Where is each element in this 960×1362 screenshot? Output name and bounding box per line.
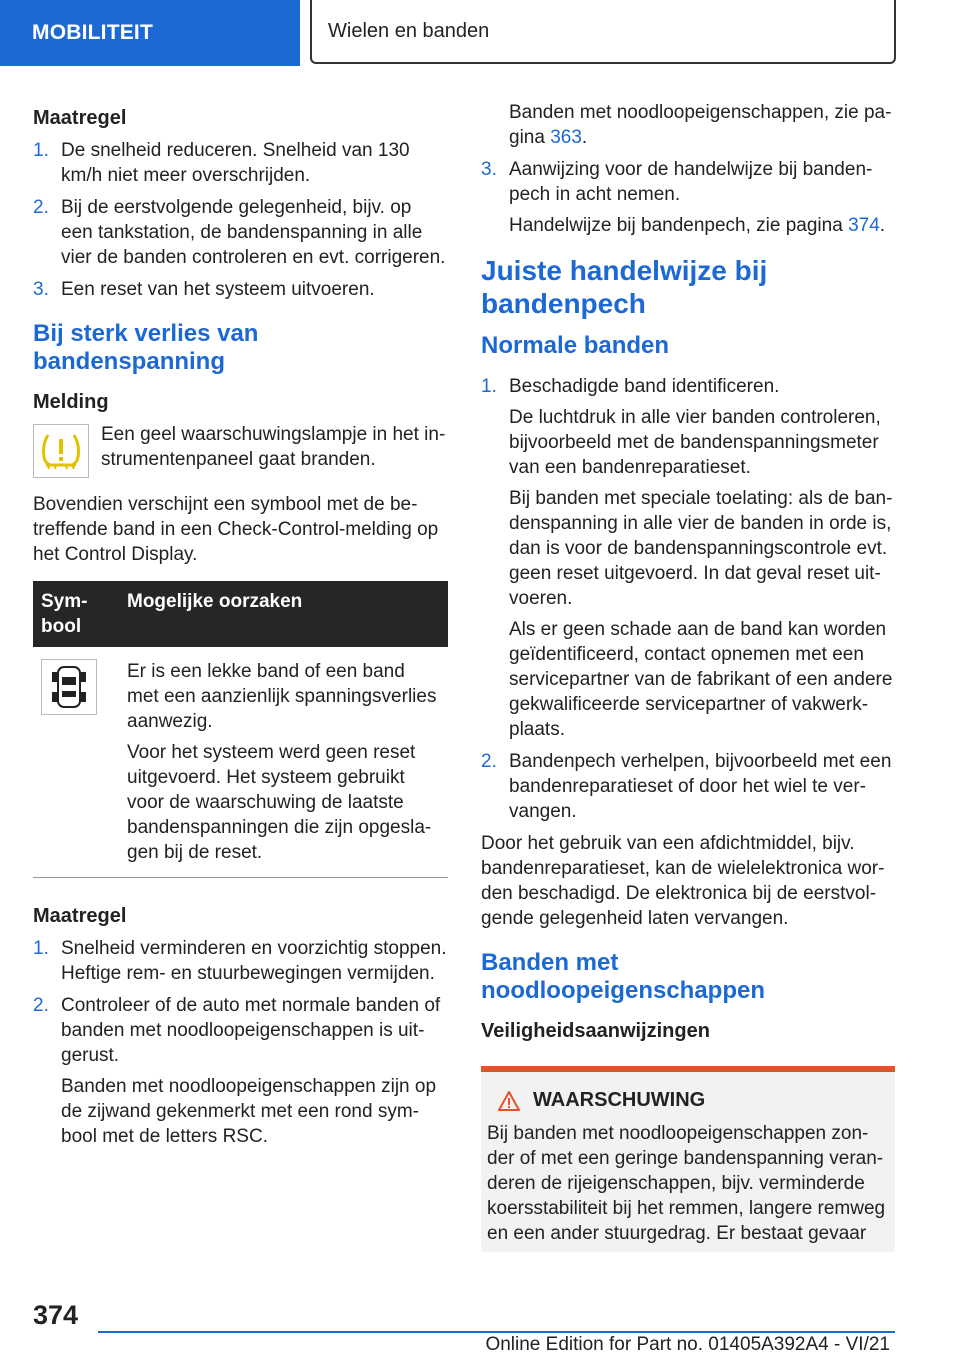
warning-box bbox=[481, 1066, 895, 1252]
list-paragraph: Bij banden met speciale toelating: als de bandenspanning in alle vier de banden in orde is, dan is voor de bandenspanningscontrole evt. geen reset uitgevoerd. In dat geval reset uitvoeren. bbox=[509, 488, 893, 609]
table-header-causes: Mogelijke oorzaken bbox=[119, 581, 448, 647]
chapter-tab: MOBILITEIT bbox=[0, 0, 300, 66]
list-text: Aanwijzing voor de handelwijze bij bandenpech in acht nemen. bbox=[509, 159, 873, 205]
list-item bbox=[33, 277, 448, 302]
sealant-paragraph: Door het gebruik van een afdichtmiddel, bijv. bandenreparatieset, kan de wielelektronica worden beschadigd. De elektronica bij de eerstvolgende gelegenheid laten vervangen. bbox=[481, 833, 885, 929]
cause-text: Er is een lekke band of een band met een aanzienlijk spanningsverlies aanwezig. bbox=[127, 661, 437, 732]
page-link-374[interactable]: 374 bbox=[848, 215, 880, 236]
melding-text: Een geel waarschuwingslampje in het instrumentenpaneel gaat branden. bbox=[101, 424, 446, 470]
warning-triangle-icon bbox=[497, 1090, 521, 1112]
list-item bbox=[481, 374, 895, 742]
list-number: 2. bbox=[33, 197, 49, 218]
symbol-cell bbox=[33, 647, 119, 878]
list-text: Snelheid verminderen en voorzichtig stoppen. Heftige rem- en stuurbewegingen vermijden. bbox=[61, 938, 447, 984]
warning-title: WAARSCHUWING bbox=[533, 1089, 706, 1111]
continued-list bbox=[481, 157, 895, 238]
list-paragraph-text: Handelwijze bij bandenpech, zie pagina bbox=[509, 215, 843, 236]
page-number: 374 bbox=[33, 1300, 79, 1330]
list-number: 3. bbox=[481, 159, 497, 180]
list-item bbox=[33, 936, 448, 986]
list-text: Bij de eerstvolgende gelegenheid, bijv. op een tankstation, de bandenspanning in alle vier de banden controleren en evt. corrigeren. bbox=[61, 197, 446, 268]
section-title: Wielen en banden bbox=[310, 0, 896, 64]
list-text: De snelheid reduceren. Snelheid van 130 km/h niet meer overschrijden. bbox=[61, 140, 410, 186]
list-item bbox=[33, 138, 448, 188]
list-number: 2. bbox=[33, 995, 49, 1016]
maatregel-heading: Maatregel bbox=[33, 905, 127, 927]
list-number: 1. bbox=[481, 376, 497, 397]
cause-cell bbox=[119, 647, 448, 878]
page-header bbox=[0, 0, 960, 70]
melding-heading: Melding bbox=[33, 391, 109, 413]
table-row bbox=[33, 647, 448, 878]
list-number: 1. bbox=[33, 938, 49, 959]
list-number: 3. bbox=[33, 279, 49, 300]
list-item bbox=[33, 195, 448, 270]
warning-title-row bbox=[487, 1088, 889, 1113]
car-tire-icon bbox=[41, 659, 97, 715]
cause-table bbox=[33, 581, 448, 878]
heading-normal-tyres: Normale banden bbox=[481, 332, 670, 359]
warning-text: Bij banden met noodloopeigenschappen zonder of met een geringe bandenspanning veranderen de rijeigenschappen, bijv. verminderde koersstabiliteit bij het remmen, langere remweg en een ander stuurgedrag. Er bestaat gevaar bbox=[487, 1123, 886, 1244]
list-number: 1. bbox=[33, 140, 49, 161]
list-number: 2. bbox=[481, 751, 497, 772]
melding-row bbox=[33, 422, 448, 478]
left-column bbox=[33, 100, 448, 1156]
maatregel-heading: Maatregel bbox=[33, 107, 127, 129]
page-link-363[interactable]: 363 bbox=[550, 127, 582, 148]
list-text: Beschadigde band identificeren. bbox=[509, 376, 780, 397]
heading-flat-tyre: Juiste handelwijze bij bandenpech bbox=[481, 255, 768, 319]
maatregel-list bbox=[33, 936, 448, 1149]
list-text: Bandenpech verhelpen, bijvoorbeeld met een bandenreparatieset of door het wiel te vervangen. bbox=[509, 751, 892, 822]
footer-divider bbox=[98, 1331, 895, 1333]
list-paragraph: Handelwijze bij bandenpech, zie pagina 374. bbox=[509, 215, 886, 236]
list-item bbox=[33, 993, 448, 1149]
heading-pressure-loss: Bij sterk verlies van bandenspanning bbox=[33, 320, 259, 375]
list-paragraph: De luchtdruk in alle vier banden controleren, bijvoorbeeld met de bandenspanningsmeter van een bandenreparatieset. bbox=[509, 407, 881, 478]
continued-paragraph: Banden met noodloopeigenschappen, zie pagina 363. bbox=[509, 102, 892, 148]
table-header-symbol: Symbool bbox=[33, 581, 119, 647]
edition-text: Online Edition for Part no. 01405A392A4 - VI/21 bbox=[485, 1334, 890, 1355]
list-item bbox=[481, 157, 895, 238]
list-paragraph: Als er geen schade aan de band kan worden geïdentificeerd, contact opnemen met een servicepartner van de fabrikant of een andere gekwalificeerde servicepartner of vakwerkplaats. bbox=[509, 619, 893, 740]
list-text: Een reset van het systeem uitvoeren. bbox=[61, 279, 375, 300]
list-text: Controleer of de auto met normale banden of banden met noodloopeigenschappen is uitgerust. bbox=[61, 995, 441, 1066]
normal-tyres-list bbox=[481, 374, 895, 824]
right-column bbox=[481, 100, 895, 1252]
list-item bbox=[481, 749, 895, 824]
tire-pressure-warning-icon bbox=[33, 424, 89, 478]
bovendien-text: Bovendien verschijnt een symbool met de betreffende band in een Check-Control-melding op het Control Display. bbox=[33, 494, 439, 565]
continued-text: Banden met noodloopeigenschappen, zie pagina bbox=[509, 102, 892, 148]
safety-heading: Veiligheidsaanwijzingen bbox=[481, 1020, 710, 1042]
heading-run-flat: Banden met noodloopeigenschappen bbox=[481, 949, 766, 1004]
table-header-row bbox=[33, 581, 448, 647]
list-paragraph: Banden met noodloopeigenschappen zijn op de zijwand gekenmerkt met een rond symbool met de letters RSC. bbox=[61, 1076, 437, 1147]
maatregel-list bbox=[33, 138, 448, 302]
cause-text: Voor het systeem werd geen reset uitgevoerd. Het systeem gebruikt voor de waarschuwing de laatste bandenspanningen die zijn opgeslagen bij de reset. bbox=[127, 742, 432, 863]
